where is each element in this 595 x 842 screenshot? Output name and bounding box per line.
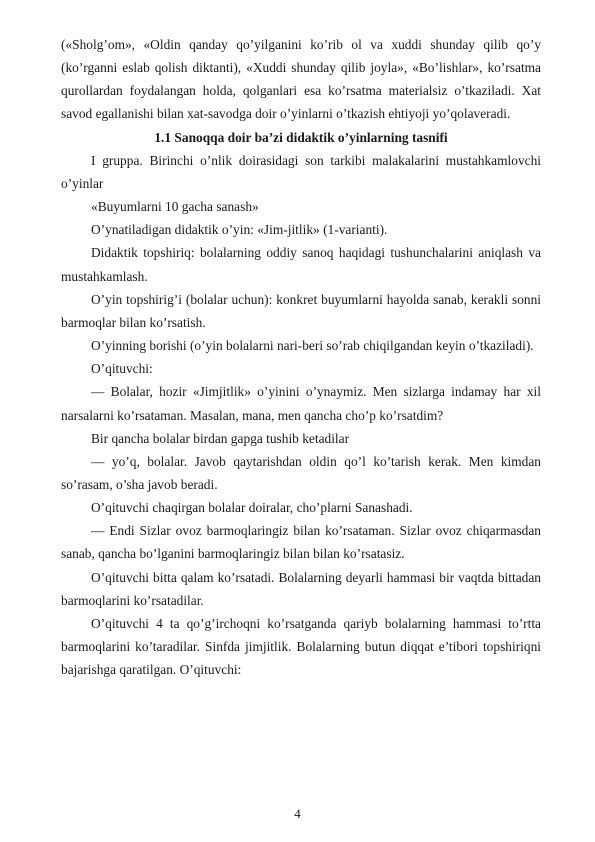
document-body xyxy=(61,33,541,681)
paragraph-children-reaction: Bir qancha bolalar birdan gapga tushib ketadilar xyxy=(91,430,350,446)
paragraph-game-flow: O’yinning borishi (o’yin bolalarni nari-beri so’rab chiqilgandan keyin o’tkaziladi). xyxy=(91,338,534,354)
paragraph-teacher-label: O’qituvchi: xyxy=(91,361,153,377)
paragraph-intro: («Sholg’om», «Oldin qanday qo’yilganini ko’rib ol va xuddi shunday qilib qo’y (ko’rganni eslab qolish diktanti), «Xuddi shunday qilib joyla», «Bo’lishlar», ko’rsatma qurollardan foydalangan holda, qolganlari esa ko’rsatma materialsiz o’tkaziladi. Xat savod egallanishi bilan xat-savodga doir o’yinlarni o’tkazish ehtiyoji yo’qolaveradi. xyxy=(61,37,541,122)
paragraph-teacher-speech-3: — Endi Sizlar ovoz barmoqlaringiz bilan ko’rsataman. Sizlar ovoz chiqarmasdan sanab, qancha bo’lganini barmoqlaringiz bilan bilan ko’rsatasiz. xyxy=(61,523,541,562)
paragraph-game-task: O’yin topshirig’i (bolalar uchun): konkret buyumlarni hayolda sanab, kerakli sonni barmoqlar bilan ko’rsatish. xyxy=(61,291,541,330)
paragraph-pencil-shown: O’qituvchi bitta qalam ko’rsatadi. Bolalarning deyarli hammasi bir vaqtda bittadan barmoqlarini ko’rsatadilar. xyxy=(61,569,541,608)
paragraph-children-count: O’qituvchi chaqirgan bolalar doiralar, cho’plarni Sanashadi. xyxy=(91,500,413,516)
paragraph-teacher-speech-1: — Bolalar, hozir «Jimjitlik» o’yinini o’ynaymiz. Men sizlarga indamay har xil narsalarni ko’rsataman. Masalan, mana, men qancha cho’p ko’rsatdim? xyxy=(61,384,541,423)
paragraph-dolls-shown: O’qituvchi 4 ta qo’g’irchoqni ko’rsatganda qariyb bolalarning hammasi to’rtta barmoqlarini ko’taradilar. Sinfda jimjitlik. Bolalarning butun diqqat e’tibori topshiriqni bajarishga qaratilgan. O’qituvchi: xyxy=(61,615,541,678)
paragraph-group-title: I gruppa. Birinchi o’nlik doirasidagi son tarkibi malakalarini mustahkamlovchi o’yinlar xyxy=(61,152,541,191)
paragraph-game-name: «Buyumlarni 10 gacha sanash» xyxy=(91,199,259,215)
paragraph-teacher-speech-2: — yo’q, bolalar. Javob qaytarishdan oldin qo’l ko’tarish kerak. Men kimdan so’rasam, o’sha javob beradi. xyxy=(61,453,541,492)
page-number: 4 xyxy=(294,806,301,821)
paragraph-didactic-task: Didaktik topshiriq: bolalarning oddiy sanoq haqidagi tushunchalarini aniqlash va mustahkamlash. xyxy=(61,245,541,284)
section-heading: 1.1 Sanoqqa doir ba’zi didaktik o’yinlarning tasnifi xyxy=(154,129,448,145)
paragraph-game-variant: O’ynatiladigan didaktik o’yin: «Jim-jitlik» (1-varianti). xyxy=(91,222,388,238)
